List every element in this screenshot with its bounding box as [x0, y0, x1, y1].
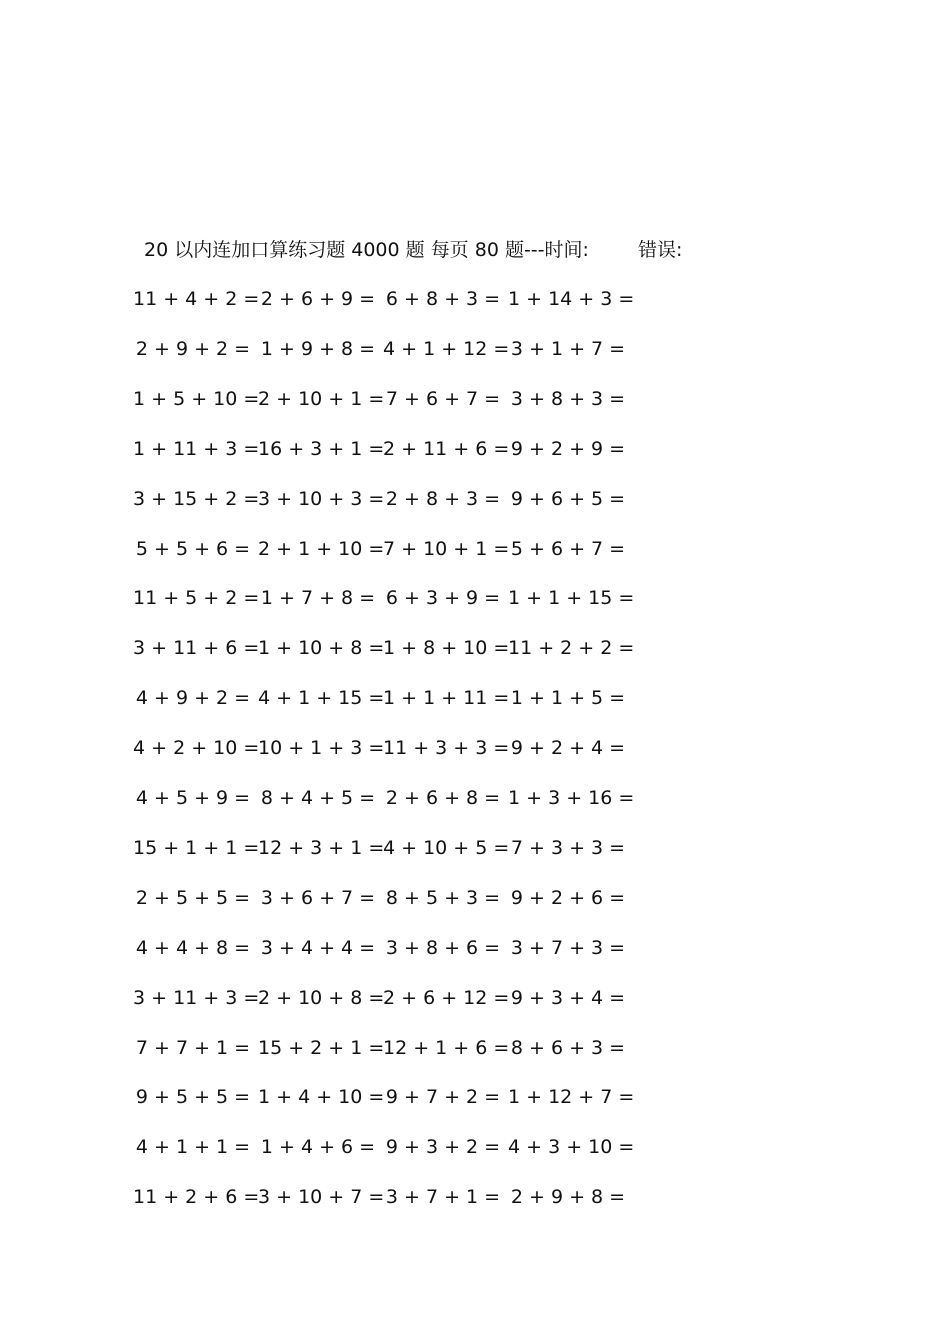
problem: 1 + 4 + 10 = [258, 1086, 385, 1109]
problem: 15 + 2 + 1 = [258, 1036, 385, 1059]
problem: 3 + 15 + 2 = [133, 487, 260, 510]
problem-row [0, 335, 950, 363]
problem-row [0, 734, 950, 762]
problem: 8 + 5 + 3 = [385, 886, 501, 909]
problem: 3 + 8 + 3 = [510, 387, 626, 410]
problem: 11 + 3 + 3 = [383, 737, 510, 760]
problem: 2 + 9 + 8 = [510, 1186, 626, 1209]
problem: 4 + 1 + 1 = [135, 1136, 251, 1159]
problem: 4 + 10 + 5 = [383, 836, 510, 859]
problem: 3 + 11 + 6 = [133, 637, 260, 660]
worksheet-title: 20 以内连加口算练习题 4000 题 每页 80 题---时间: [144, 239, 589, 261]
problem: 2 + 6 + 12 = [383, 986, 510, 1009]
problem: 2 + 10 + 8 = [258, 986, 385, 1009]
problem: 1 + 10 + 8 = [258, 637, 385, 660]
problem-row [0, 385, 950, 413]
problem: 9 + 7 + 2 = [385, 1086, 501, 1109]
problem-row [0, 1034, 950, 1062]
problem: 4 + 3 + 10 = [508, 1136, 635, 1159]
problem-row [0, 784, 950, 812]
problem: 3 + 1 + 7 = [510, 337, 626, 360]
problem: 3 + 7 + 3 = [510, 936, 626, 959]
problem: 3 + 8 + 6 = [385, 936, 501, 959]
problem: 16 + 3 + 1 = [258, 437, 385, 460]
problem: 1 + 12 + 7 = [508, 1086, 635, 1109]
problem: 7 + 7 + 1 = [135, 1036, 251, 1059]
problem: 2 + 9 + 2 = [135, 337, 251, 360]
problem: 6 + 3 + 9 = [385, 587, 501, 610]
problem-row [0, 485, 950, 513]
problem-row [0, 834, 950, 862]
problem: 11 + 2 + 2 = [508, 637, 635, 660]
problem: 1 + 5 + 10 = [133, 387, 260, 410]
problem: 15 + 1 + 1 = [133, 836, 260, 859]
problem: 1 + 7 + 8 = [260, 587, 376, 610]
problem: 9 + 2 + 4 = [510, 737, 626, 760]
problem-row [0, 435, 950, 463]
problem: 9 + 3 + 4 = [510, 986, 626, 1009]
problem: 3 + 6 + 7 = [260, 886, 376, 909]
problem-row [0, 285, 950, 313]
problem: 11 + 2 + 6 = [133, 1186, 260, 1209]
problem: 8 + 4 + 5 = [260, 787, 376, 809]
problem-row [0, 934, 950, 962]
problem: 1 + 1 + 11 = [383, 687, 510, 710]
problem: 2 + 6 + 8 = [385, 787, 501, 809]
problem: 1 + 11 + 3 = [133, 437, 260, 460]
problem-row [0, 1183, 950, 1211]
problem: 4 + 5 + 9 = [135, 787, 251, 809]
problem-row [0, 584, 950, 612]
problem: 5 + 6 + 7 = [510, 537, 626, 560]
problem: 11 + 4 + 2 = [133, 288, 260, 310]
problem-row [0, 884, 950, 912]
problem: 4 + 9 + 2 = [135, 687, 251, 710]
worksheet-header [144, 236, 683, 264]
problem: 1 + 8 + 10 = [383, 637, 510, 660]
problem: 4 + 1 + 15 = [258, 687, 385, 710]
problem: 3 + 10 + 3 = [258, 487, 385, 510]
problem: 9 + 3 + 2 = [385, 1136, 501, 1159]
problem-row [0, 535, 950, 563]
problem: 2 + 5 + 5 = [135, 886, 251, 909]
problem: 2 + 11 + 6 = [383, 437, 510, 460]
problem-row [0, 634, 950, 662]
problem: 5 + 5 + 6 = [135, 537, 251, 560]
problem: 1 + 4 + 6 = [260, 1136, 376, 1159]
problem: 12 + 1 + 6 = [383, 1036, 510, 1059]
problem: 4 + 1 + 12 = [383, 337, 510, 360]
problem: 1 + 1 + 15 = [508, 587, 635, 610]
problem: 2 + 8 + 3 = [385, 487, 501, 510]
problem: 7 + 6 + 7 = [385, 387, 501, 410]
problem: 4 + 2 + 10 = [133, 737, 260, 760]
problem-row [0, 1133, 950, 1161]
problem: 9 + 6 + 5 = [510, 487, 626, 510]
problem: 1 + 1 + 5 = [510, 687, 626, 710]
problem: 3 + 11 + 3 = [133, 986, 260, 1009]
problem-row [0, 684, 950, 712]
problem: 10 + 1 + 3 = [258, 737, 385, 760]
errors-label: 错误: [638, 239, 683, 261]
problem: 1 + 14 + 3 = [508, 288, 635, 310]
problem: 2 + 1 + 10 = [258, 537, 385, 560]
problem: 11 + 5 + 2 = [133, 587, 260, 610]
problem: 9 + 2 + 9 = [510, 437, 626, 460]
problem: 3 + 7 + 1 = [385, 1186, 501, 1209]
problem: 9 + 2 + 6 = [510, 886, 626, 909]
problem: 9 + 5 + 5 = [135, 1086, 251, 1109]
problem-row [0, 1083, 950, 1111]
problem: 2 + 6 + 9 = [260, 288, 376, 310]
problem: 4 + 4 + 8 = [135, 936, 251, 959]
problem: 1 + 9 + 8 = [260, 337, 376, 360]
problem: 2 + 10 + 1 = [258, 387, 385, 410]
problem: 3 + 4 + 4 = [260, 936, 376, 959]
problem: 6 + 8 + 3 = [385, 288, 501, 310]
problem: 3 + 10 + 7 = [258, 1186, 385, 1209]
problem: 7 + 3 + 3 = [510, 836, 626, 859]
problem: 8 + 6 + 3 = [510, 1036, 626, 1059]
problem: 12 + 3 + 1 = [258, 836, 385, 859]
problem: 7 + 10 + 1 = [383, 537, 510, 560]
problem-row [0, 984, 950, 1012]
problem: 1 + 3 + 16 = [508, 787, 635, 809]
